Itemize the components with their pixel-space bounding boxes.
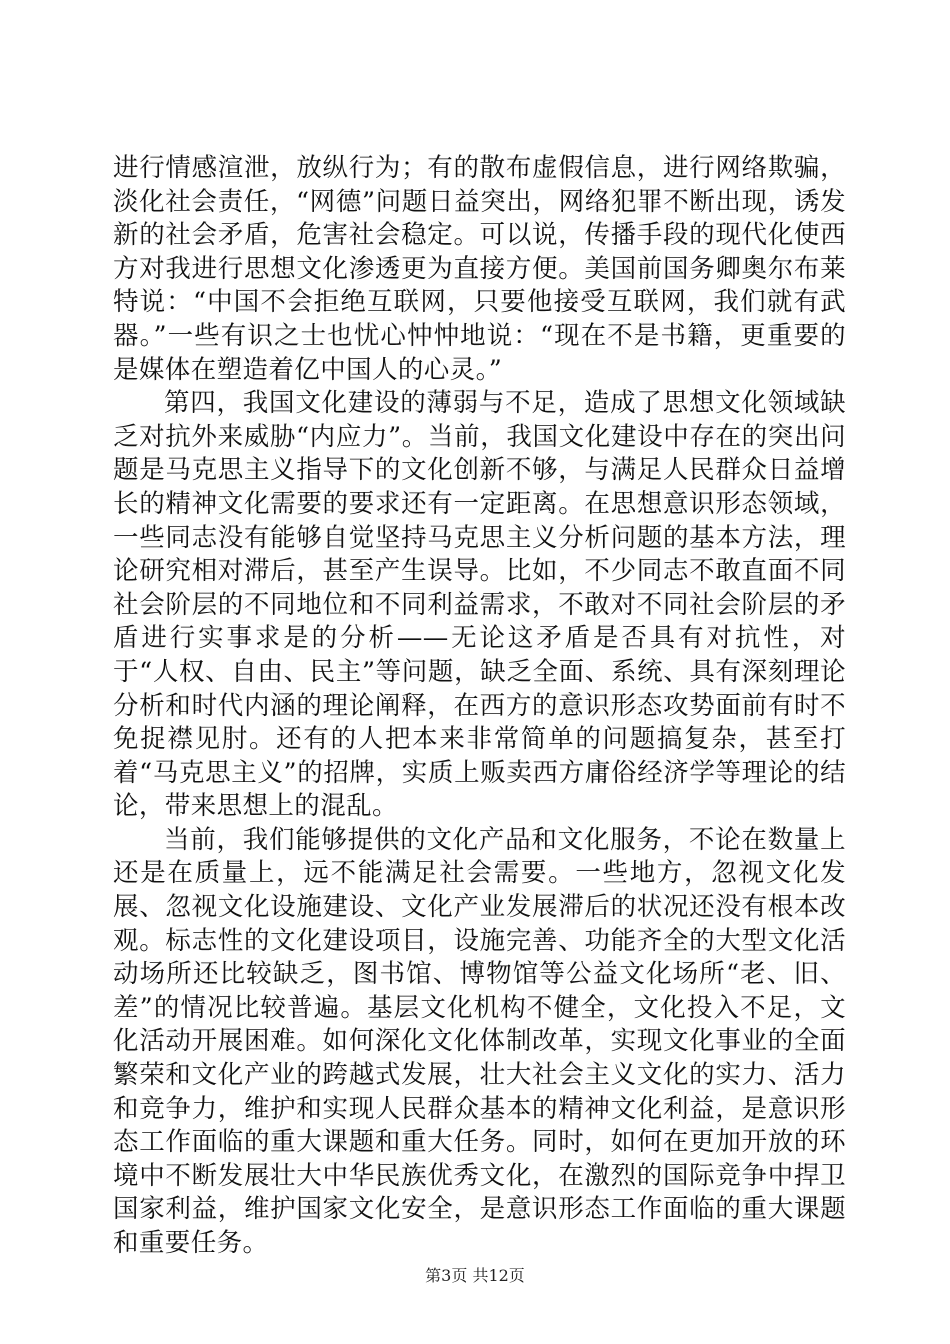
- page-number: 第3页 共12页: [425, 1266, 525, 1285]
- paragraph-2: 第四，我国文化建设的薄弱与不足，造成了思想文化领域缺乏对抗外来威胁“内应力”。当前，我国文化建设中存在的突出问题是马克思主义指导下的文化创新不够，与满足人民群众日益增长的精神文化需要的要求还有一定距离。在思想意识形态领域，一些同志没有能够自觉坚持马克思主义分析问题的基本方法，理论研究相对滞后，甚至产生误导。比如，不少同志不敢直面不同社会阶层的不同地位和不同利益需求，不敢对不同社会阶层的矛盾进行实事求是的分析——无论这矛盾是否具有对抗性，对于“人权、自由、民主”等问题，缺乏全面、系统、具有深刻理论分析和时代内涵的理论阐释，在西方的意识形态攻势面前有时不免捉襟见肘。还有的人把本来非常简单的问题搞复杂，甚至打着“马克思主义”的招牌，实质上贩卖西方庸俗经济学等理论的结论，带来思想上的混乱。: [113, 388, 846, 822]
- page-footer: [0, 1266, 950, 1286]
- paragraph-1: 进行情感渲泄，放纵行为；有的散布虚假信息，进行网络欺骗，淡化社会责任，“网德”问题日益突出，网络犯罪不断出现，诱发新的社会矛盾，危害社会稳定。可以说，传播手段的现代化使西方对我进行思想文化渗透更为直接方便。美国前国务卿奥尔布莱特说：“中国不会拒绝互联网，只要他接受互联网，我们就有武器。”一些有识之士也忧心忡忡地说：“现在不是书籍，更重要的是媒体在塑造着亿中国人的心灵。”: [113, 153, 846, 385]
- paragraph-3: 当前，我们能够提供的文化产品和文化服务，不论在数量上还是在质量上，远不能满足社会需要。一些地方，忽视文化发展、忽视文化设施建设、文化产业发展滞后的状况还没有根本改观。标志性的文化建设项目，设施完善、功能齐全的大型文化活动场所还比较缺乏，图书馆、博物馆等公益文化场所“老、旧、差”的情况比较普遍。基层文化机构不健全，文化投入不足，文化活动开展困难。如何深化文化体制改革，实现文化事业的全面繁荣和文化产业的跨越式发展，壮大社会主义文化的实力、活力和竞争力，维护和实现人民群众基本的精神文化利益，是意识形态工作面临的重大课题和重大任务。同时，如何在更加开放的环境中不断发展壮大中华民族优秀文化，在激烈的国际竞争中捍卫国家利益，维护国家文化安全，是意识形态工作面临的重大课题和重要任务。: [113, 824, 846, 1258]
- document-body: [113, 152, 846, 1261]
